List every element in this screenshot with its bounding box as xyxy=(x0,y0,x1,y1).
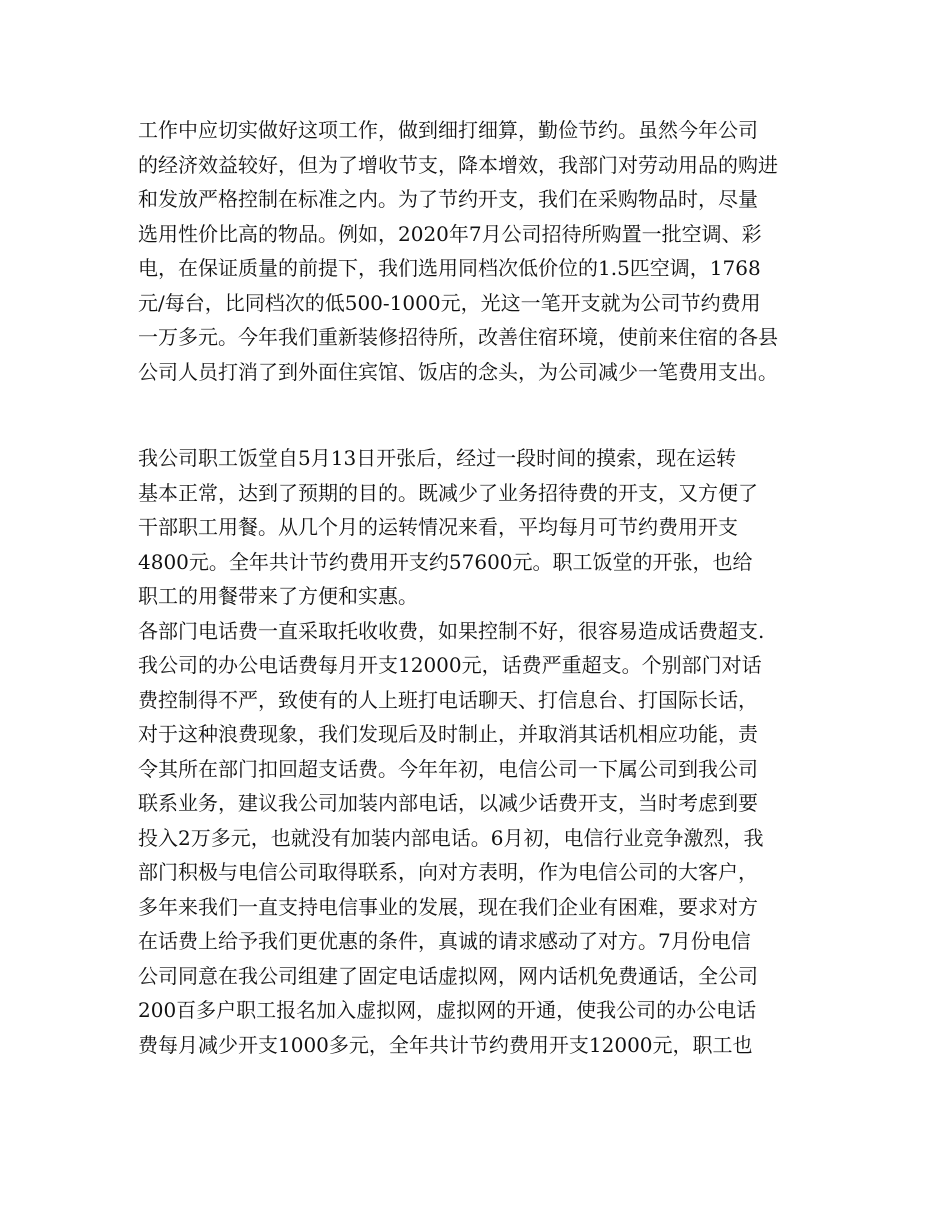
text-line: 200百多户职工报名加入虚拟网，虚拟网的开通，使我公司的办公电话 xyxy=(138,998,757,1022)
text-line: 费每月减少开支1000多元，全年共计节约费用开支12000元，职工也 xyxy=(138,1032,753,1057)
text-line: 基本正常，达到了预期的目的。既减少了业务招待费的开支，又方便了 xyxy=(138,480,758,505)
text-line: 多年来我们一直支持电信事业的发展，现在我们企业有困难，要求对方 xyxy=(138,894,758,919)
text-line: 职工的用餐带来了方便和实惠。 xyxy=(138,584,418,608)
text-line: 元/每台，比同档次的低500-1000元，光这一笔开支就为公司节约费用 xyxy=(138,290,761,315)
paragraph-cost-control xyxy=(138,113,838,389)
text-line: 在话费上给予我们更优惠的条件，真诚的请求感动了对方。7月份电信 xyxy=(138,929,751,953)
text-line: 投入2万多元，也就没有加装内部电话。6月初，电信行业竞争激烈，我 xyxy=(138,825,764,850)
text-line: 和发放严格控制在标准之内。为了节约开支，我们在采购物品时，尽量 xyxy=(138,187,758,211)
text-line: 干部职工用餐。从几个月的运转情况来看，平均每月可节约费用开支 xyxy=(138,515,738,539)
paragraph-canteen-and-phone xyxy=(138,441,838,1062)
text-line: 公司人员打消了到外面住宾馆、饭店的念头，为公司减少一笔费用支出。 xyxy=(138,359,778,384)
text-line: 4800元。全年共计节约费用开支约57600元。职工饭堂的开张，也给 xyxy=(138,549,753,574)
text-line: 电，在保证质量的前提下，我们选用同档次低价位的1.5匹空调，1768 xyxy=(138,256,761,280)
text-line: 我公司的办公电话费每月开支12000元，话费严重超支。个别部门对话 xyxy=(138,653,762,677)
text-line: 对于这种浪费现象，我们发现后及时制止，并取消其话机相应功能，责 xyxy=(138,722,758,746)
text-line: 费控制得不严，致使有的人上班打电话聊天、打信息台、打国际长话， xyxy=(138,687,758,712)
text-line: 各部门电话费一直采取托收收费，如果控制不好，很容易造成话费超支. xyxy=(138,618,765,643)
text-line: 选用性价比高的物品。例如，2020年7月公司招待所购置一批空调、彩 xyxy=(138,221,762,246)
text-line: 一万多元。今年我们重新装修招待所，改善住宿环境，使前来住宿的各县 xyxy=(138,325,778,349)
text-line: 工作中应切实做好这项工作，做到细打细算，勤俭节约。虽然今年公司 xyxy=(138,118,758,142)
text-line: 令其所在部门扣回超支话费。今年年初，电信公司一下属公司到我公司 xyxy=(138,756,758,781)
text-line: 的经济效益较好，但为了增收节支，降本增效，我部门对劳动用品的购进 xyxy=(138,152,778,177)
text-line: 联系业务，建议我公司加装内部电话，以减少话费开支，当时考虑到要 xyxy=(138,791,758,815)
text-line: 部门积极与电信公司取得联系，向对方表明，作为电信公司的大客户， xyxy=(138,860,758,884)
text-line: 公司同意在我公司组建了固定电话虚拟网，网内话机免费通话，全公司 xyxy=(138,963,758,988)
text-line: 我公司职工饭堂自5月13日开张后，经过一段时间的摸索，现在运转 xyxy=(138,446,737,470)
